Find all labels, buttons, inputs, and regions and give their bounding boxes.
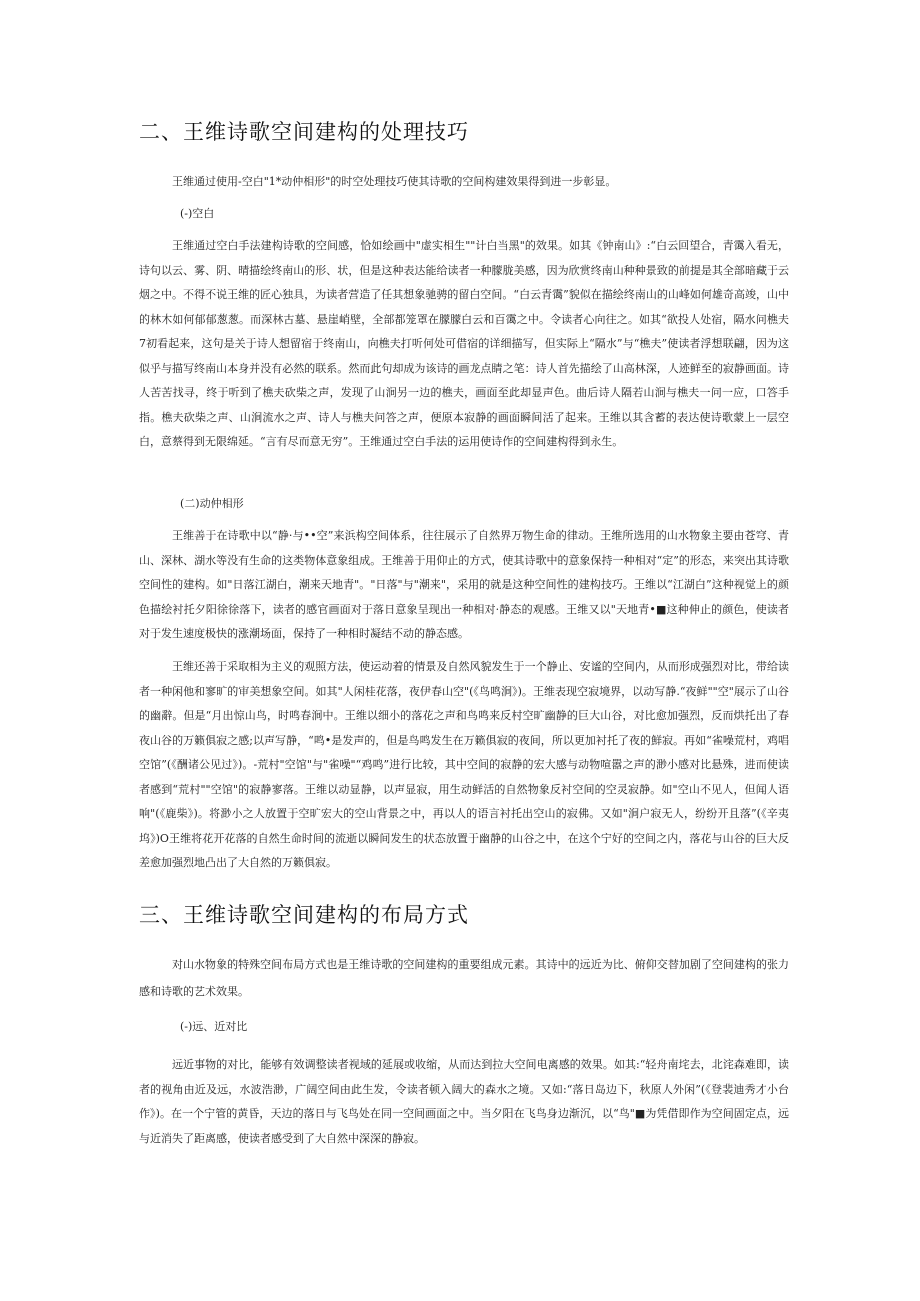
subsection-heading-near-far: (-)远、近对比 <box>180 1020 248 1033</box>
paragraph-motion-stillness-2: 王维还善于采取相为主义的观照方法，使运动着的情景及自然风貌发生于一个静止、安谧的空间内，从而形成强烈对比，带给读者一种闲他和寥旷的审美想象空间。如其"人闲桂花落，夜伊春山空"(《鸟鸣涧》)。王维表现空寂境界，以动写静.“夜鲜""空"展示了山谷的幽辭。但是“月出惊山鸟，时鸣春涧中。王维以细小的落花之声和鸟鸣来反村空旷幽静的巨大山谷，对比愈加强烈，反而烘托出了春夜山谷的万籁俱寂之感;以声写静，“鸣•是发声的，但是鸟鸣发生在万籁俱寂的夜间，所以更加衬托了夜的鮮寂。再如“雀噪荒村，鸡唱空馆”(《酬诸公见过》)。-荒村"空馆"与"雀噪"“鸡鸣”进行比较，其中空间的寂静的宏大感与动物喧嚣之声的渺小感对比悬殊，进而使读者感到“荒村""空馆"的寂静寥落。王维以动显静，以声显寂，用生动鲜活的自然物象反衬空间的空灵寂静。如"空山不见人，但闻人语响"(《鹿柴》)。将渺小之人放置于空旷宏大的空山背景之中，再以人的语言衬托出空山的寂佛。又如"涧户寂无人，纷纷开且落”(《辛夷坞》)O王维将花开花落的自然生命时间的流逝以瞬间发生的状态放置于幽静的山谷之中，在这个宁好的空间之内，落花与山谷的巨大反差愈加强烈地凸出了大自然的万籁俱寂。 <box>139 660 789 869</box>
subsection-heading-motion-stillness: (二)动仲相形 <box>180 497 244 510</box>
section-heading-2: 二、王维诗歌空间建构的处理技巧 <box>139 120 469 144</box>
paragraph-blank-space: 王维通过空白手法建构诗歌的空间感，恰如绘画中"虚实相生""计白当黑"的效果。如其《钟南山》:“白云回望合，青霭入看无，诗句以云、雾、阴、晴描绘终南山的形、状，但是这种表达能给读者一种朦胧美感，因为欣赏终南山种种景致的前提是其全部暗藏于云烟之中。不得不说王维的匠心独具，为读者营造了任其想象驰骋的留白空间。“白云青霭”貌似在描绘终南山的山峰如何雄奇高竣，山中的林木如何郁郁葱葱。而深林古墓、悬崖峭壁，全部都笼罩在朦朦白云和百霭之中。令读者心向往之。如其“欲投人处宿，隔水问樵夫7初看起来，这句是关于诗人想留宿于终南山，向樵夫打听何处可借宿的详细描写，但实际上“隔水”与“樵夫”使读者浮想联翩，因为这似乎与描写终南山本身并没有必然的联系。然而此句却成为该诗的画龙点睛之笔：诗人首先描绘了山高林深，人迹鲜至的寂静画面。诗人苦苦找寻，终于听到了樵夫砍柴之声，发现了山涧另一边的樵夫，画面至此却显声色。曲后诗人隔若山涧与樵夫一问一应，口答手指。樵夫砍柴之声、山涧流水之声、诗人与樵夫问答之声，便原本寂静的画面瞬间活了起来。王维以其含蓄的表达使诗歌蒙上一层空白，意蔡得到无限绵延。“言有尽而意无穷”。王维通过空白手法的运用使诗作的空间建构得到永生。 <box>139 239 789 448</box>
paragraph-motion-stillness-1: 王维善于在诗歌中以“静·与••空”来浜构空间体系，往往展示了自然界万物生命的律动。王维所选用的山水物象主要由苍穹、青山、深林、湖水等没有生命的这类物体意象组成。王维善于用仰止的方式，使其诗歌中的意象保持一种相对“定”的形态，来突出其诗歌空间性的建构。如"日落江湖白，潮来天地青"。"日落"与"潮来"，采用的就是这种空间性的建构技巧。王维以“江湖白”这种视觉上的颜色描绘衬托夕阳徐徐落下，读者的感官画面对于落日意象呈现出一种相对·静态的观感。王维又以"天地青•■这种伸止的颜色，使读者对于发生速度极快的涨潮场面，保持了一种相时凝结不动的静态感。 <box>139 529 789 640</box>
section-heading-3: 三、王维诗歌空间建构的布局方式 <box>139 903 469 927</box>
section-2-intro: 王维通过使用-空白"1*动仲相形"的时空处理技巧使其诗歌的空间构建效果得到进一步彰显。 <box>172 175 617 188</box>
section-3-intro: 对山水物象的特殊空间布局方式也是王维诗歌的空间建构的重要组成元素。其诗中的远近为比、俯仰交替加剧了空间建构的张力感和诗歌的艺术效果。 <box>139 958 789 998</box>
paragraph-near-far: 远近事物的对比，能够有效调整读者视域的延展或收缩，从而达到拉大空间电离感的效果。如其:“轻舟南垞去，北诧森难即，读者的视角由近及远，水波浩渺，广阔空间由此生发，令读者顿入阔大的森水之境。又如:“落日岛边下，秋原人外闲”(《登裴迪秀才小台作》)。在一个宁管的黄昏，天边的落日与飞鸟处在同一空间画面之中。当夕阳在飞鸟身边渐沉，以“鸟"■为凭借即作为空间固定点，远与近消失了距离感，使读者感受到了大自然中深深的静寂。 <box>139 1058 789 1145</box>
subsection-heading-blank: (-)空白 <box>180 207 215 220</box>
